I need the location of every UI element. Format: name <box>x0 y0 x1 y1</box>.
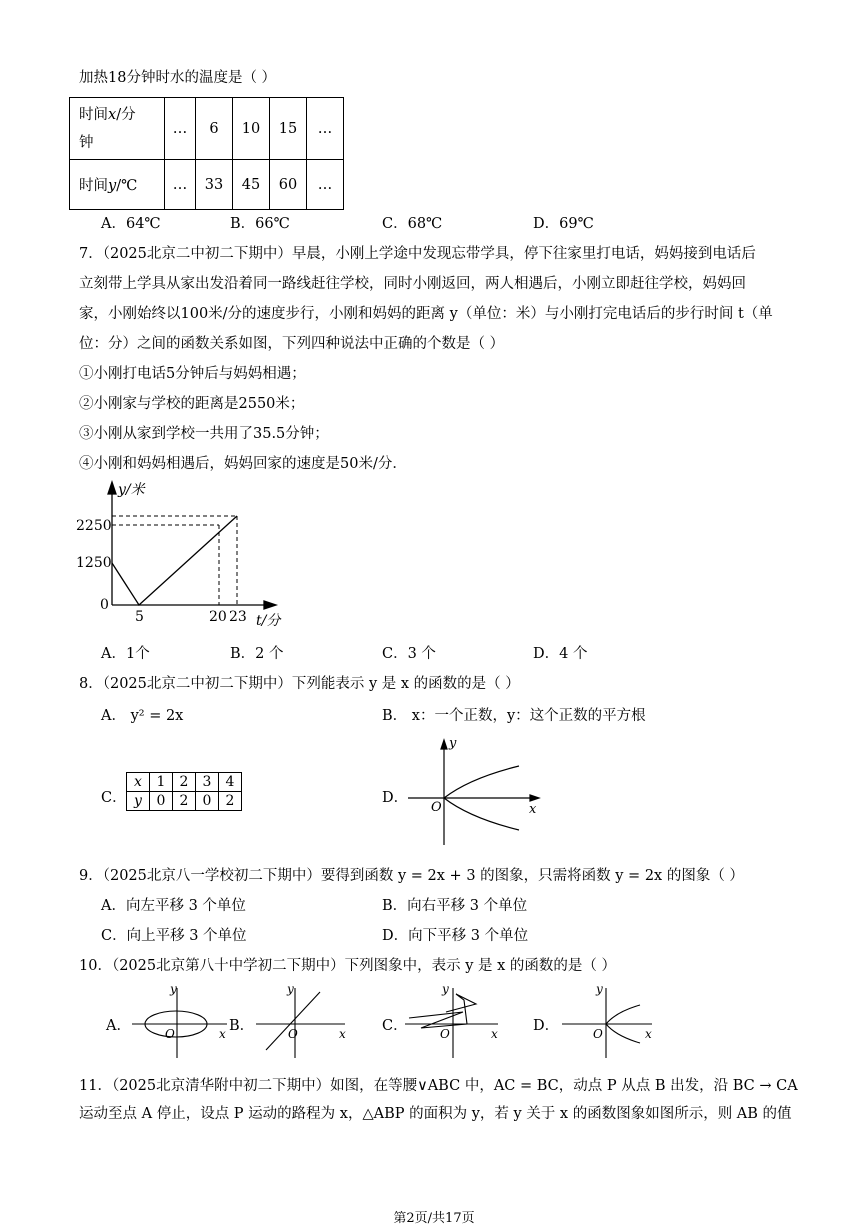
table-cell: … <box>165 160 196 210</box>
q8-stem: 8．（2025北京二中初二下期中）下列能表示 y 是 x 的函数的是（ ） <box>79 676 520 692</box>
table-cell: y <box>127 792 150 811</box>
table-cell: 2 <box>173 773 196 792</box>
q7-stem-line3: 家，小刚始终以100米/分的速度步行，小刚和妈妈的距离 y（单位：米）与小刚打完电话后的步行时间 t（单 <box>79 306 773 322</box>
table-cell: 10 <box>233 98 270 160</box>
graph-origin: 0 <box>100 597 109 613</box>
graph-b-x-label: x <box>339 1027 346 1041</box>
table-cell: 15 <box>270 98 307 160</box>
table-cell: … <box>307 98 344 160</box>
graph-c-x-label: x <box>491 1027 498 1041</box>
page-footer: 第2页/共17页 <box>393 1211 475 1226</box>
table-cell: … <box>165 98 196 160</box>
q9-stem: 9．（2025北京八一学校初二下期中）要得到函数 y = 2x + 3 的图象，只需将函数 y = 2x 的图象（ ） <box>79 868 744 884</box>
graph-b-origin: O <box>288 1027 298 1041</box>
q9-option-d[interactable]: D．向下平移 3 个单位 <box>382 928 529 944</box>
xtick-5: 5 <box>135 609 144 625</box>
q8-option-a[interactable]: A． y² = 2x <box>101 708 184 724</box>
table-cell: 0 <box>196 792 219 811</box>
axis-x-label: x <box>529 802 537 817</box>
table-cell: 60 <box>270 160 307 210</box>
q9-option-a[interactable]: A．向左平移 3 个单位 <box>101 898 246 914</box>
q7-statement-2: ②小刚家与学校的距离是2550米； <box>79 396 305 412</box>
q10-option-b[interactable]: B． <box>229 1018 255 1034</box>
q7-option-a[interactable]: A．1个 <box>101 646 150 662</box>
table-cell: 2 <box>219 792 242 811</box>
ytick-2250: 2250 <box>76 518 112 534</box>
q9-option-c[interactable]: C．向上平移 3 个单位 <box>101 928 247 944</box>
q7-statement-4: ④小刚和妈妈相遇后，妈妈回家的速度是50米/分． <box>79 456 407 472</box>
graph-d-y-label: y <box>596 982 603 996</box>
table-row-header-temp: 时间y/℃ <box>70 160 165 210</box>
graph-a-origin: O <box>165 1027 175 1041</box>
table-cell: x <box>127 773 150 792</box>
q6-option-b[interactable]: B．66℃ <box>230 216 290 232</box>
graph-a-x-label: x <box>219 1027 226 1041</box>
axis-y-label: y <box>449 736 457 751</box>
table-cell: 0 <box>150 792 173 811</box>
axis-origin: O <box>431 800 442 815</box>
table-cell: 2 <box>173 792 196 811</box>
q7-option-c[interactable]: C．3 个 <box>382 646 436 662</box>
q11-stem-line1: 11．（2025北京清华附中初二下期中）如图，在等腰∨ABC 中，AC = BC，动点 P 从点 B 出发，沿 BC → CA <box>79 1078 798 1094</box>
q10-option-a[interactable]: A． <box>106 1018 131 1034</box>
table-cell: 1 <box>150 773 173 792</box>
q8-option-c[interactable]: C． <box>101 790 127 806</box>
table-cell: 3 <box>196 773 219 792</box>
graph-b-line <box>266 992 320 1050</box>
q10-option-d[interactable]: D． <box>533 1018 560 1034</box>
q10-option-c[interactable]: C． <box>382 1018 408 1034</box>
graph-d-origin: O <box>593 1027 603 1041</box>
table-cell: 45 <box>233 160 270 210</box>
intro-line: 加热18分钟时水的温度是（ ） <box>79 70 277 86</box>
q7-statement-3: ③小刚从家到学校一共用了35.5分钟； <box>79 426 329 442</box>
graph-xlabel: t/分 <box>256 613 281 629</box>
q9-option-b[interactable]: B．向右平移 3 个单位 <box>382 898 528 914</box>
q7-statement-1: ①小刚打电话5分钟后与妈妈相遇； <box>79 366 306 382</box>
table-cell: 6 <box>196 98 233 160</box>
table-cell: 4 <box>219 773 242 792</box>
graph-d-x-label: x <box>645 1027 652 1041</box>
q6-option-d[interactable]: D．69℃ <box>533 216 594 232</box>
q7-stem-line1: 7．（2025北京二中初二下期中）早晨，小刚上学途中发现忘带学具，停下往家里打电话，妈妈接到电话后 <box>79 246 756 262</box>
graph-ylabel: y/米 <box>118 482 145 498</box>
q7-option-d[interactable]: D．4 个 <box>533 646 588 662</box>
q7-stem-line4: 位：分）之间的函数关系如图，下列四种说法中正确的个数是（ ） <box>79 336 505 352</box>
q6-option-a[interactable]: A．64℃ <box>101 216 161 232</box>
graph-c-zigzag <box>409 994 476 1028</box>
ytick-1250: 1250 <box>76 555 112 571</box>
xtick-20: 20 <box>209 609 227 625</box>
xtick-23: 23 <box>229 609 247 625</box>
q11-stem-line2: 运动至点 A 停止，设点 P 运动的路程为 x，△ABP 的面积为 y，若 y 关于 x 的函数图象如图所示，则 AB 的值 <box>79 1106 792 1122</box>
table-cell: … <box>307 160 344 210</box>
q6-option-c[interactable]: C．68℃ <box>382 216 443 232</box>
q10-stem: 10．（2025北京第八十中学初二下期中）下列图象中，表示 y 是 x 的函数的是（ ） <box>79 958 617 974</box>
q7-stem-line2: 立刻带上学具从家出发沿着同一路线赶往学校，同时小刚返回，两人相遇后，小刚立即赶往学校，妈妈回 <box>79 276 746 292</box>
table-cell: 33 <box>196 160 233 210</box>
graph-b-y-label: y <box>287 982 294 996</box>
graph-a-y-label: y <box>170 982 177 996</box>
table-row-header-time: 时间x/分 钟 <box>70 98 165 160</box>
q7-option-b[interactable]: B．2 个 <box>230 646 284 662</box>
graph-c-y-label: y <box>442 982 449 996</box>
q8-option-d[interactable]: D． <box>382 790 409 806</box>
graph-c-origin: O <box>440 1027 450 1041</box>
q8-option-b[interactable]: B． x：一个正数，y：这个正数的平方根 <box>382 708 646 724</box>
